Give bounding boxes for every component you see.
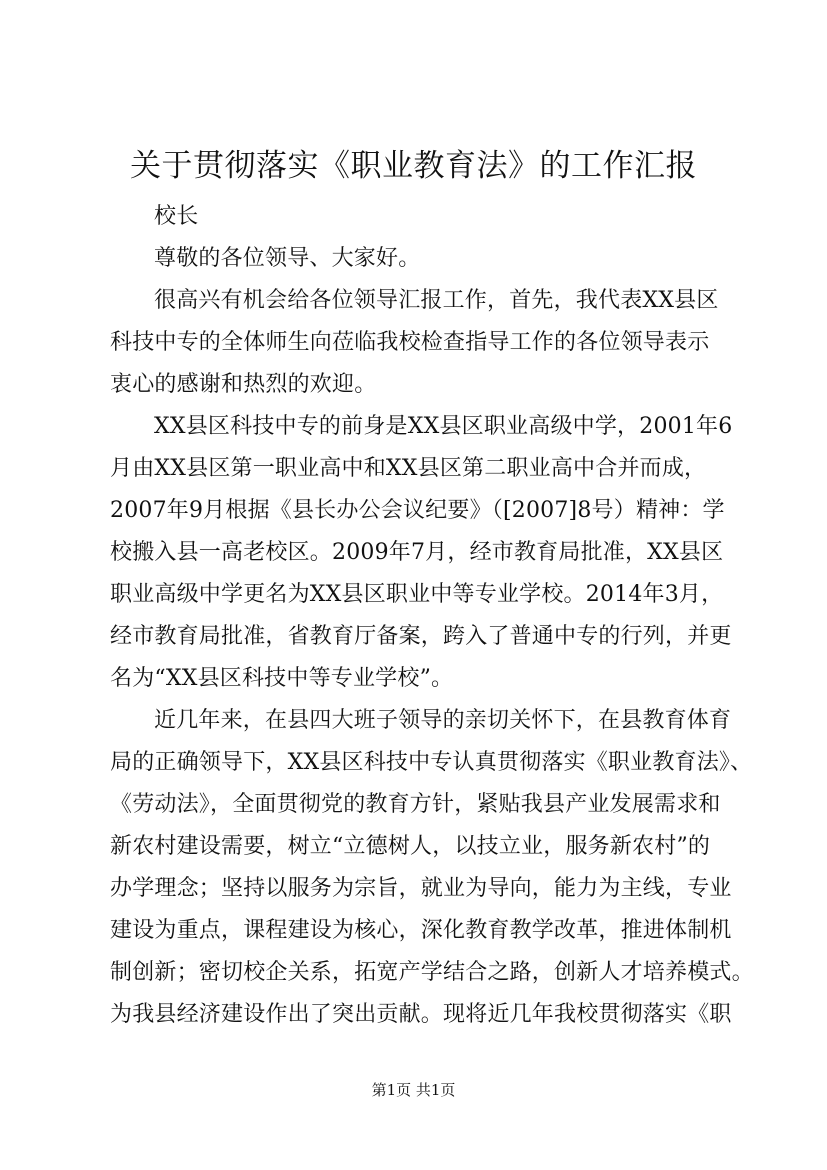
text-line: 建设为重点，课程建设为核心，深化教育教学改革，推进体制机 (110, 918, 732, 943)
text-line: 新农村建设需要，树立“立德树人，以技立业，服务新农村”的 (110, 834, 711, 859)
text-line: 校长 (154, 204, 199, 229)
text-line: 《劳动法》，全面贯彻党的教育方针，紧贴我县产业发展需求和 (110, 792, 721, 817)
document-title: 关于贯彻落实《职业教育法》的工作汇报 (130, 148, 697, 184)
text-line: 制创新；密切校企关系，拓宽产学结合之路，创新人才培养模式。 (110, 960, 754, 985)
text-line: 近几年来，在县四大班子领导的亲切关怀下，在县教育体育 (154, 708, 732, 733)
page-footer: 第1页 共1页 (371, 1081, 456, 1099)
text-line: 职业高级中学更名为XX县区职业中等专业学校。2014年3月， (110, 582, 724, 607)
text-line: 月由XX县区第一职业高中和XX县区第二职业高中合并而成， (110, 456, 707, 481)
text-line: 尊敬的各位领导、大家好。 (154, 246, 421, 271)
text-line: 名为“XX县区科技中等专业学校”。 (110, 666, 454, 691)
text-line: 经市教育局批准，省教育厅备案，跨入了普通中专的行列，并更 (110, 624, 732, 649)
text-line: 2007年9月根据《县长办公会议纪要》（[2007]8号）精神：学 (110, 498, 725, 523)
text-line: XX县区科技中专的前身是XX县区职业高级中学，2001年6 (154, 414, 733, 439)
text-line: 校搬入县一高老校区。2009年7月，经市教育局批准，XX县区 (110, 540, 724, 565)
text-line: 办学理念；坚持以服务为宗旨，就业为导向，能力为主线，专业 (110, 876, 732, 901)
text-line: 为我县经济建设作出了突出贡献。现将近几年我校贯彻落实《职 (110, 1002, 732, 1027)
text-line: 科技中专的全体师生向莅临我校检查指导工作的各位领导表示 (110, 330, 710, 355)
document-body (110, 196, 754, 1036)
text-line: 衷心的感谢和热烈的欢迎。 (110, 372, 377, 397)
text-line: 很高兴有机会给各位领导汇报工作，首先，我代表XX县区 (154, 288, 719, 313)
text-line: 局的正确领导下，XX县区科技中专认真贯彻落实《职业教育法》、 (110, 750, 753, 775)
